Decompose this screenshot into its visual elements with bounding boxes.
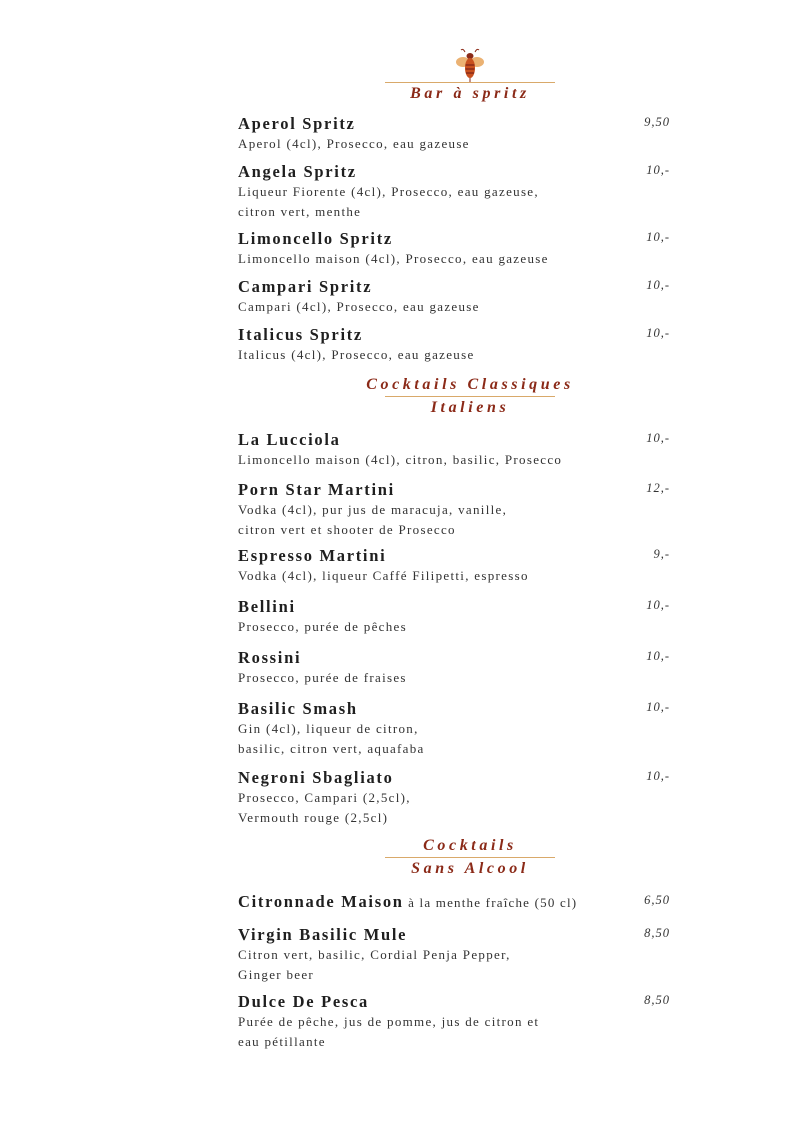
item-description: Limoncello maison (4cl), citron, basilic, Prosecco (238, 452, 563, 467)
menu-item (238, 325, 670, 365)
item-description: Vodka (4cl), liqueur Caffé Filipetti, espresso (238, 568, 529, 583)
item-price: 10,- (646, 326, 670, 340)
item-description: Purée de pêche, jus de pomme, jus de citron et eau pétillante (238, 1014, 540, 1049)
item-name: Aperol Spritz (238, 114, 356, 133)
item-price: 10,- (646, 700, 670, 714)
bee-icon (455, 48, 485, 82)
item-name: Basilic Smash (238, 699, 358, 718)
menu-item (238, 546, 670, 586)
menu-item (238, 925, 670, 985)
item-description: Gin (4cl), liqueur de citron, basilic, citron vert, aquafaba (238, 721, 425, 756)
menu-item (238, 699, 670, 759)
item-name: Italicus Spritz (238, 325, 363, 344)
item-name: Limoncello Spritz (238, 229, 393, 248)
item-price: 8,50 (644, 993, 670, 1007)
section-title-cocktails-classiques (356, 374, 584, 419)
item-description: Liqueur Fiorente (4cl), Prosecco, eau gazeuse, citron vert, menthe (238, 184, 539, 219)
item-name: Dulce De Pesca (238, 992, 370, 1011)
item-description: Campari (4cl), Prosecco, eau gazeuse (238, 299, 480, 314)
item-description: Prosecco, purée de pêches (238, 619, 407, 634)
item-price: 10,- (646, 769, 670, 783)
item-price: 12,- (646, 481, 670, 495)
item-name: Bellini (238, 597, 296, 616)
item-name: Rossini (238, 648, 302, 667)
item-description: Italicus (4cl), Prosecco, eau gazeuse (238, 347, 475, 362)
section-title-bar-a-spritz (380, 82, 560, 105)
item-description: Citron vert, basilic, Cordial Penja Pepper, Ginger beer (238, 947, 511, 982)
item-name: Porn Star Martini (238, 480, 395, 499)
item-price: 8,50 (644, 926, 670, 940)
item-price: 10,- (646, 598, 670, 612)
menu-item (238, 229, 670, 269)
item-description: Aperol (4cl), Prosecco, eau gazeuse (238, 136, 470, 151)
item-price: 6,50 (644, 893, 670, 907)
item-price: 10,- (646, 278, 670, 292)
menu-item (238, 992, 670, 1052)
item-price: 10,- (646, 230, 670, 244)
item-name: La Lucciola (238, 430, 341, 449)
section-title: Cocktails (423, 837, 517, 854)
item-description: Prosecco, purée de fraises (238, 670, 407, 685)
section-title-cocktails-sans-alcool (380, 835, 560, 880)
item-description: Vodka (4cl), pur jus de maracuja, vanille, citron vert et shooter de Prosecco (238, 502, 508, 537)
menu-item (238, 114, 670, 154)
item-inline-description: à la menthe fraîche (50 cl) (403, 895, 578, 910)
item-price: 10,- (646, 431, 670, 445)
menu-item (238, 648, 670, 688)
item-price: 9,- (653, 547, 670, 561)
item-name: Espresso Martini (238, 546, 387, 565)
item-name-text: Citronnade Maison (238, 892, 404, 911)
section-title: Bar à spritz (410, 85, 530, 102)
item-name: Virgin Basilic Mule (238, 925, 408, 944)
item-name: Negroni Sbagliato (238, 768, 394, 787)
menu-item (238, 480, 670, 540)
section-title: Sans Alcool (411, 860, 529, 877)
item-description: Prosecco, Campari (2,5cl), Vermouth rouge (2,5cl) (238, 790, 411, 825)
item-price: 10,- (646, 163, 670, 177)
item-description: Limoncello maison (4cl), Prosecco, eau gazeuse (238, 251, 549, 266)
item-name: Angela Spritz (238, 162, 357, 181)
item-name: Campari Spritz (238, 277, 373, 296)
menu-item (238, 892, 670, 913)
menu-item (238, 768, 670, 828)
section-title: Italiens (430, 399, 510, 416)
menu-item (238, 277, 670, 317)
item-price: 9,50 (644, 115, 670, 129)
menu-item (238, 597, 670, 637)
menu-item (238, 430, 670, 470)
item-name (238, 892, 670, 913)
item-price: 10,- (646, 649, 670, 663)
menu-item (238, 162, 670, 222)
section-title: Cocktails Classiques (366, 376, 574, 393)
